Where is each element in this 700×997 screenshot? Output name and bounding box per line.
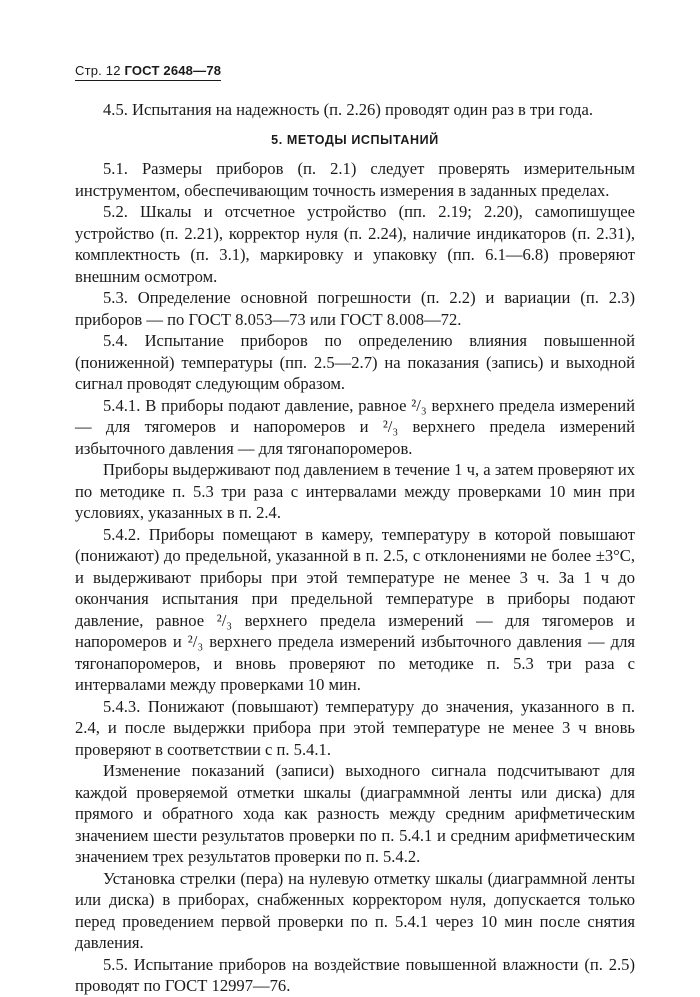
paragraph-5-4-3-zero: Установка стрелки (пера) на нулевую отметку шкалы (диаграммной ленты или диска) в приборах, снабженных корректором нуля, допускается только перед проведением первой проверки по п. 5.4.1 через 10 мин после снятия давления.	[75, 868, 635, 952]
paragraph-5-4-3-calc: Изменение показаний (записи) выходного сигнала подсчитывают для каждой проверяемой отметки шкалы (диаграммной ленты или диска) для прямого и обратного хода как разность между средним арифметическим значением шести результатов проверки по п. 5.4.1 и средним арифметическим значением трех результатов проверки по п. 5.4.2.	[75, 761, 635, 866]
paragraph-4-5: 4.5. Испытания на надежность (п. 2.26) проводят один раз в три года.	[103, 100, 593, 119]
section-heading: 5. МЕТОДЫ ИСПЫТАНИЙ	[271, 132, 439, 147]
paragraph-5-4-3: 5.4.3. Понижают (повышают) температуру до значения, указанного в п. 2.4, и после выдержки прибора при этой температуре не менее 3 ч вновь проверяют в соответствии с п. 5.4.1.	[75, 696, 635, 759]
paragraph-5-3: 5.3. Определение основной погрешности (п. 2.2) и вариации (п. 2.3) приборов — по ГОСТ 8.053—73 или ГОСТ 8.008—72.	[75, 288, 635, 329]
paragraph-5-4-1-cont: Приборы выдерживают под давлением в течение 1 ч, а затем проверяют их по методике п. 5.3 три раза с интервалами между проверками 10 мин при условиях, указанных в п. 2.4.	[75, 460, 635, 522]
page-number: Стр. 12	[75, 63, 121, 78]
paragraph-5-2: 5.2. Шкалы и отсчетное устройство (пп. 2.19; 2.20), самопишущее устройство (п. 2.21), корректор нуля (п. 2.24), наличие индикаторов (п. 2.31), комплектность (п. 3.1), маркировку и упаковку (пп. 6.1—6.8) проверяют внешним осмотром.	[75, 202, 635, 286]
paragraph-5-5: 5.5. Испытание приборов на воздействие повышенной влажности (п. 2.5) проводят по ГОСТ 12997—76.	[75, 954, 635, 995]
paragraph-5-1: 5.1. Размеры приборов (п. 2.1) следует проверять измерительным инструментом, обеспечивающим точность измерения в заданных пределах.	[75, 159, 635, 200]
page-header	[75, 63, 221, 81]
standard-code: ГОСТ 2648—78	[124, 63, 222, 78]
paragraph-5-4-2: 5.4.2. Приборы помещают в камеру, температуру в которой повышают (понижают) до предельной, указанной в п. 2.5, с отклонениями не более ±3°С, и выдерживают приборы при этой температуре не менее 3 ч. За 1 ч до окончания испытания при предельной температуре в приборы подают давление, равное ²/₃ верхнего предела измерений — для тягомеров и напоромеров и ²/₃ верхнего предела измерений избыточного давления — для тягонапоромеров, и вновь проверяют по методике п. 5.3 три раза с интервалами между проверками 10 мин.	[75, 524, 635, 694]
paragraph-5-4-1: 5.4.1. В приборы подают давление, равное ²/₃ верхнего предела измерений — для тягомеров и напоромеров и ²/₃ верхнего предела измерений избыточного давления — для тягонапоромеров.	[75, 395, 635, 458]
document-page	[75, 62, 635, 997]
document-body	[75, 99, 635, 997]
paragraph-5-4: 5.4. Испытание приборов по определению влияния повышенной (пониженной) температуры (пп. 2.5—2.7) на показания (запись) и выходной сигнал проводят следующим образом.	[75, 331, 635, 393]
